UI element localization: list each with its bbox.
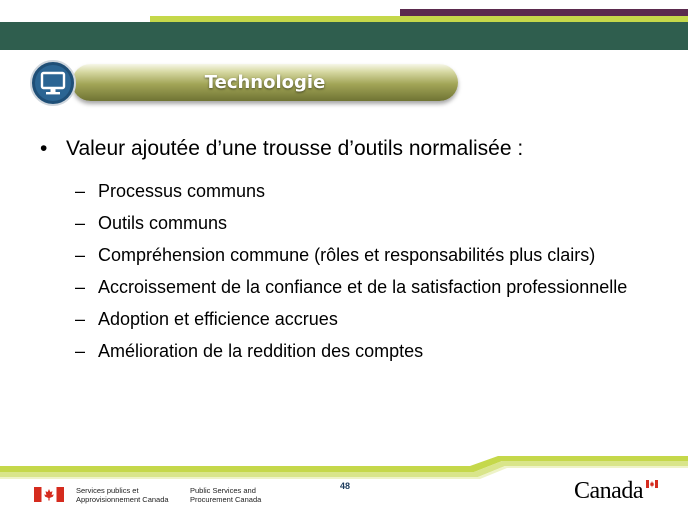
department-name-en-line2: Procurement Canada bbox=[190, 495, 262, 504]
canada-wordmark: Canada bbox=[574, 478, 643, 504]
list-item-text: Outils communs bbox=[98, 213, 228, 233]
department-name-fr bbox=[76, 486, 169, 504]
list-item-text: Accroissement de la confiance et de la satisfaction professionnelle bbox=[98, 277, 628, 297]
dash-marker: – bbox=[75, 181, 86, 201]
list-item bbox=[75, 180, 635, 202]
department-name-en bbox=[190, 486, 261, 504]
top-decorative-bars bbox=[0, 0, 688, 50]
dash-marker: – bbox=[75, 341, 86, 361]
section-title: Technologie bbox=[204, 72, 326, 93]
list-item bbox=[75, 244, 635, 266]
wordmark-flag-icon bbox=[646, 480, 658, 488]
page-number: 48 bbox=[339, 481, 350, 491]
dash-marker: – bbox=[75, 277, 86, 297]
dash-marker: – bbox=[75, 245, 86, 265]
department-name-fr-line2: Approvisionnement Canada bbox=[76, 495, 169, 504]
list-item bbox=[75, 212, 635, 234]
main-bullet-list bbox=[40, 136, 660, 176]
list-item bbox=[75, 340, 635, 362]
department-name-fr-line1: Services publics et bbox=[76, 486, 139, 495]
dash-marker: – bbox=[75, 213, 86, 233]
dash-marker: – bbox=[75, 309, 86, 329]
main-bullet-text: Valeur ajoutée d’une trousse d’outils normalisée : bbox=[66, 137, 524, 160]
list-item-text: Compréhension commune (rôles et responsabilités plus clairs) bbox=[98, 245, 596, 265]
department-name-en-line1: Public Services and bbox=[190, 486, 256, 495]
main-bullet bbox=[40, 136, 660, 162]
list-item bbox=[75, 308, 635, 330]
monitor-icon bbox=[30, 60, 76, 106]
list-item-text: Adoption et efficience accrues bbox=[98, 309, 338, 329]
list-item-text: Amélioration de la reddition des comptes bbox=[98, 341, 424, 361]
list-item bbox=[75, 276, 635, 298]
sub-item-list bbox=[75, 180, 635, 372]
canada-flag-icon bbox=[34, 487, 64, 502]
list-item-text: Processus communs bbox=[98, 181, 266, 201]
bullet-marker: • bbox=[40, 137, 48, 160]
